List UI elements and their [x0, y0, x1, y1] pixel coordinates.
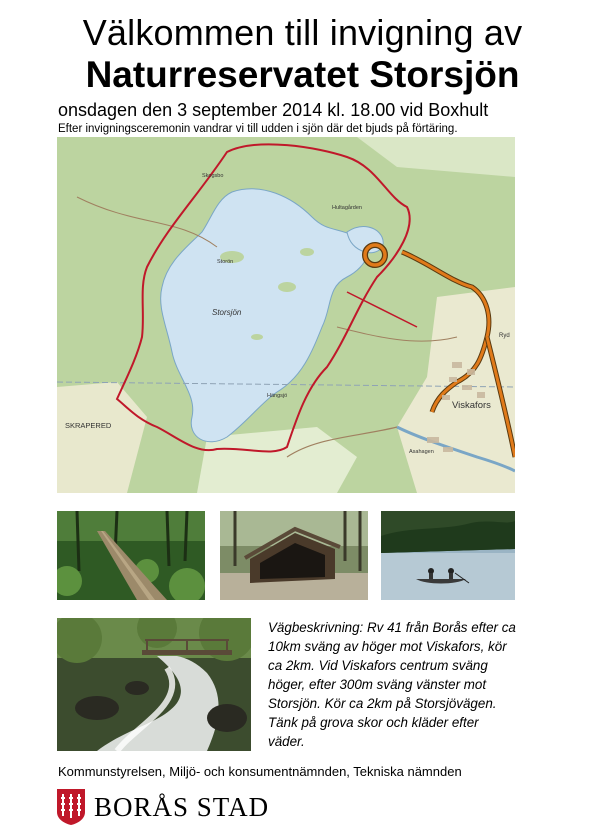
boardwalk-photo: [57, 511, 205, 600]
boras-stad-logo-text: BORÅS STAD: [94, 792, 270, 822]
stream-bridge-image: [57, 618, 251, 751]
label-hultagarden: Hultagården: [332, 205, 362, 211]
label-viskafors: Viskafors: [452, 400, 491, 411]
stream-photo: [57, 618, 251, 751]
boras-coat-of-arms-icon: [56, 788, 86, 826]
label-asahagen: Asahagen: [409, 449, 434, 455]
organizers-text: Kommunstyrelsen, Miljö- och konsumentnämnden, Tekniska nämnden: [58, 764, 462, 779]
label-hangon: Hängsjö: [267, 393, 288, 399]
label-skogsbo: Skogsbo: [202, 173, 224, 179]
shelter-photo: [220, 511, 368, 600]
title-line-1: Välkommen till invigning av: [82, 12, 523, 53]
intro-text: Efter invigningsceremonin vandrar vi till udden i sjön där det bjuds på förtäring.: [58, 123, 458, 135]
lake-label: Storsjön: [212, 308, 242, 317]
canoe-photo: [381, 511, 515, 600]
directions-text: Vägbeskrivning: Rv 41 från Borås efter ca 10km sväng av höger mot Viskafors, kör ca 2km. Vid Viskafors centrum sväng höger, efter 300m sväng vänster mot Storsjön. Kör ca 2km på Storsjövägen. Tänk på grova skor och kläder efter väder.: [268, 620, 516, 749]
canoe-lake-image: [381, 511, 515, 600]
boardwalk-forest-image: [57, 511, 205, 600]
label-storon: Storön: [217, 259, 234, 265]
wind-shelter-image: [220, 511, 368, 600]
label-ryd: Ryd: [499, 333, 510, 339]
reserve-map: [57, 137, 515, 493]
title-line-2: Naturreservatet Storsjön: [85, 54, 520, 95]
label-skrapered: SKRAPERED: [65, 421, 112, 430]
event-date: onsdagen den 3 september 2014 kl. 18.00 vid Boxhult: [58, 100, 489, 120]
